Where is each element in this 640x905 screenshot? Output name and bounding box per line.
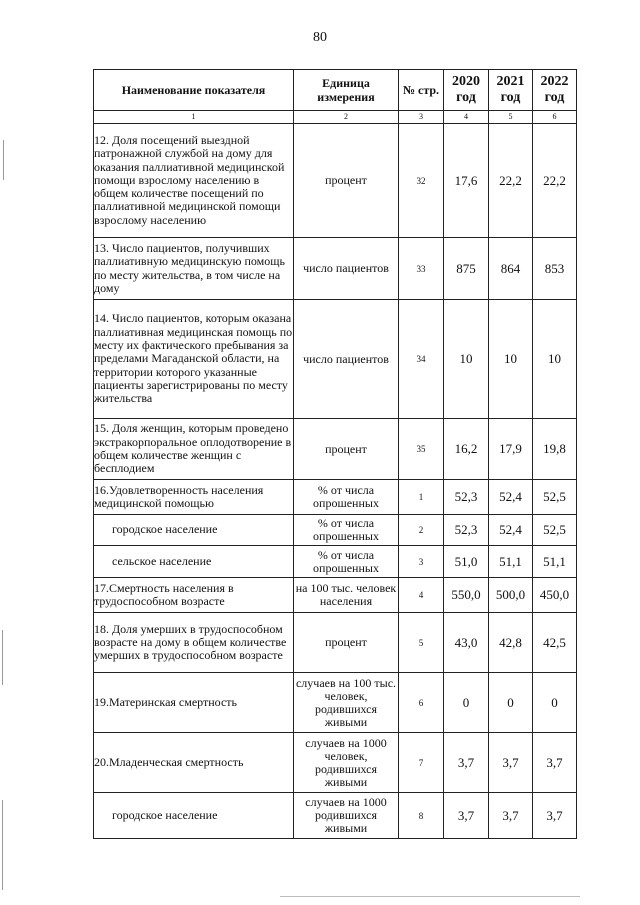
value-2022: 3,7 [533, 793, 577, 839]
value-2022: 51,1 [533, 546, 577, 578]
indicator-page: 7 [399, 733, 444, 793]
indicator-name: 13. Число пациентов, получивших паллиативную медицинскую помощь по месту жительства, в том числе на дому [94, 238, 294, 300]
header-unit: Единица измерения [294, 70, 399, 111]
table-row [94, 673, 577, 733]
indicator-page: 4 [399, 578, 444, 613]
indicator-name: городское население [94, 515, 294, 546]
table-row [94, 578, 577, 613]
value-2021: 52,4 [489, 480, 533, 515]
indicator-name: сельское население [94, 546, 294, 578]
table-row [94, 124, 577, 238]
indicator-unit: число пациентов [294, 300, 399, 419]
header-name: Наименование показателя [94, 70, 294, 111]
indicator-unit: процент [294, 613, 399, 673]
value-2021: 52,4 [489, 515, 533, 546]
value-2021: 3,7 [489, 733, 533, 793]
value-2022: 19,8 [533, 419, 577, 480]
value-2021: 500,0 [489, 578, 533, 613]
indicator-page: 6 [399, 673, 444, 733]
value-2020: 17,6 [444, 124, 489, 238]
indicator-page: 5 [399, 613, 444, 673]
value-2022: 853 [533, 238, 577, 300]
table-row [94, 238, 577, 300]
table-row [94, 515, 577, 546]
column-number: 4 [444, 111, 489, 124]
value-2022: 42,5 [533, 613, 577, 673]
indicators-table [93, 69, 577, 839]
header-2022: 2022 год [533, 70, 577, 111]
scan-edge-mark [2, 630, 3, 685]
indicator-name: 19.Материнская смертность [94, 673, 294, 733]
column-number: 2 [294, 111, 399, 124]
value-2020: 43,0 [444, 613, 489, 673]
value-2020: 875 [444, 238, 489, 300]
value-2021: 17,9 [489, 419, 533, 480]
value-2020: 16,2 [444, 419, 489, 480]
value-2020: 550,0 [444, 578, 489, 613]
value-2021: 3,7 [489, 793, 533, 839]
value-2020: 0 [444, 673, 489, 733]
indicator-name: 12. Доля посещений выездной патронажной службой на дому для оказания паллиативной медицинской помощи взрослому населению в общем количестве посещений по паллиативной медицинской помощи взрослому населению [94, 124, 294, 238]
indicator-unit: число пациентов [294, 238, 399, 300]
column-number: 1 [94, 111, 294, 124]
indicator-unit: % от числа опрошенных [294, 515, 399, 546]
value-2022: 10 [533, 300, 577, 419]
value-2020: 10 [444, 300, 489, 419]
indicator-page: 33 [399, 238, 444, 300]
value-2021: 864 [489, 238, 533, 300]
indicator-name: 14. Число пациентов, которым оказана паллиативная медицинская помощь по месту их фактического пребывания за пределами Магаданской области, на территории которого указанные пациенты зарегистрированы по месту жительства [94, 300, 294, 419]
column-number: 6 [533, 111, 577, 124]
indicator-unit: на 100 тыс. человек населения [294, 578, 399, 613]
header-row [94, 70, 577, 111]
indicator-name: 16.Удовлетворенность населения медицинской помощью [94, 480, 294, 515]
value-2021: 42,8 [489, 613, 533, 673]
value-2022: 52,5 [533, 515, 577, 546]
indicator-name: 18. Доля умерших в трудоспособном возрасте на дому в общем количестве умерших в трудоспособном возрасте [94, 613, 294, 673]
table-row [94, 480, 577, 515]
value-2022: 0 [533, 673, 577, 733]
value-2020: 52,3 [444, 515, 489, 546]
value-2021: 10 [489, 300, 533, 419]
value-2022: 3,7 [533, 733, 577, 793]
scan-edge-mark [280, 896, 580, 897]
indicator-page: 1 [399, 480, 444, 515]
value-2022: 450,0 [533, 578, 577, 613]
header-2020: 2020 год [444, 70, 489, 111]
indicator-page: 2 [399, 515, 444, 546]
indicator-page: 35 [399, 419, 444, 480]
indicator-page: 32 [399, 124, 444, 238]
table-row [94, 300, 577, 419]
indicator-unit: случаев на 100 тыс. человек, родившихся живыми [294, 673, 399, 733]
indicator-unit: % от числа опрошенных [294, 546, 399, 578]
column-number: 3 [399, 111, 444, 124]
value-2022: 22,2 [533, 124, 577, 238]
value-2020: 52,3 [444, 480, 489, 515]
table-row [94, 793, 577, 839]
column-number: 5 [489, 111, 533, 124]
indicator-page: 34 [399, 300, 444, 419]
table-row [94, 733, 577, 793]
indicator-name: 17.Смертность населения в трудоспособном возрасте [94, 578, 294, 613]
header-page: № стр. [399, 70, 444, 111]
table-row [94, 419, 577, 480]
table-row [94, 613, 577, 673]
indicator-page: 8 [399, 793, 444, 839]
value-2021: 0 [489, 673, 533, 733]
value-2021: 51,1 [489, 546, 533, 578]
indicator-page: 3 [399, 546, 444, 578]
indicator-name: городское население [94, 793, 294, 839]
indicator-name: 15. Доля женщин, которым проведено экстракорпоральное оплодотворение в общем количестве женщин с бесплодием [94, 419, 294, 480]
value-2020: 51,0 [444, 546, 489, 578]
indicator-unit: % от числа опрошенных [294, 480, 399, 515]
indicator-unit: случаев на 1000 человек, родившихся живыми [294, 733, 399, 793]
value-2022: 52,5 [533, 480, 577, 515]
scan-edge-mark [2, 800, 3, 890]
value-2020: 3,7 [444, 793, 489, 839]
table-row [94, 546, 577, 578]
page-number: 80 [313, 30, 327, 45]
value-2020: 3,7 [444, 733, 489, 793]
header-2021: 2021 год [489, 70, 533, 111]
indicator-name: 20.Младенческая смертность [94, 733, 294, 793]
indicator-unit: процент [294, 124, 399, 238]
indicator-unit: процент [294, 419, 399, 480]
value-2021: 22,2 [489, 124, 533, 238]
scan-edge-mark [3, 140, 4, 180]
column-number-row [94, 111, 577, 124]
indicator-unit: случаев на 1000 родившихся живыми [294, 793, 399, 839]
